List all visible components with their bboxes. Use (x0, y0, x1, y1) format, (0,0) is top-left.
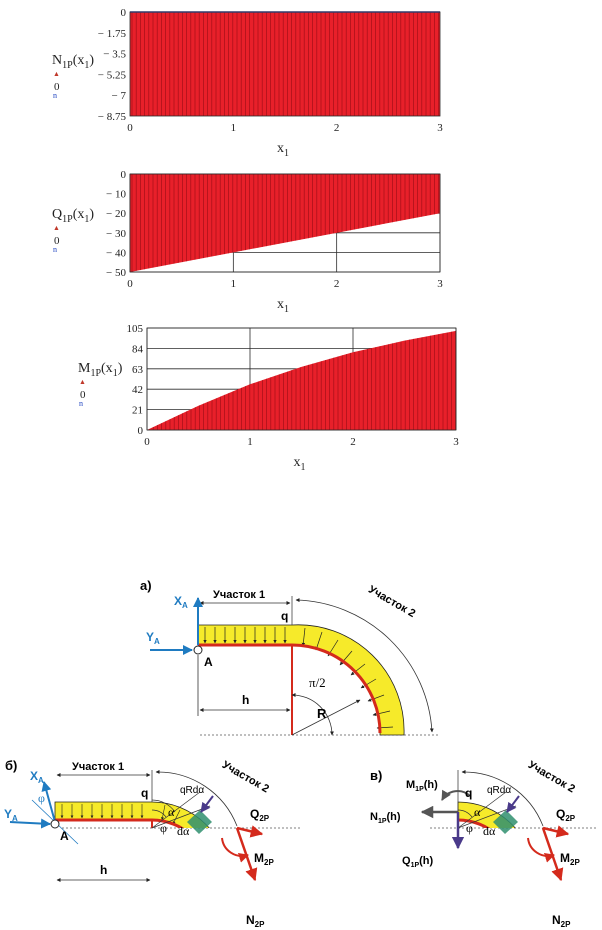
x-tick-label: 2 (350, 436, 356, 448)
diagram-b-m2p: $M_{2P}$ (254, 851, 274, 867)
diagram-v-q2p-arrow (543, 828, 568, 834)
diagram-v-q1p: $Q_{1P}(h)$ (402, 855, 434, 869)
diagram-b-section2: Участок 2 (219, 758, 271, 796)
diagram-a-pin (194, 646, 202, 654)
y-tick-label: − 1.75 (97, 27, 126, 40)
y-axis-label: $Q_{1P}(x_1)$ (52, 207, 95, 225)
x-tick-label: 0 (144, 436, 150, 448)
diagram-b-q2p-arrow (237, 828, 262, 834)
y-tick-label: 0 (137, 425, 143, 437)
y-tick-label: − 50 (106, 267, 126, 279)
chart-area-fill (130, 12, 440, 116)
diagram-a-label: а) (140, 578, 152, 593)
diagram-a-section2: Участок 2 (366, 583, 418, 620)
diagram-b-phi: φ (160, 821, 167, 835)
x-tick-label: 1 (230, 278, 237, 290)
y-label-marker-1: ▲ (53, 224, 60, 232)
x-tick-label: 1 (230, 122, 237, 134)
y-tick-label: − 3.5 (103, 48, 126, 61)
chart-q1p (52, 169, 443, 315)
x-axis-label: $x_1$ (277, 297, 289, 315)
y-tick-label: − 40 (106, 247, 126, 260)
x-axis-label: $x_1$ (293, 455, 306, 473)
diagram-b-phi-top: φ (38, 791, 45, 805)
diagram-a-load-band (198, 625, 404, 735)
y-label-marker-1: ▲ (79, 378, 86, 386)
diagram-v-q2p: $Q_{2P}$ (556, 807, 576, 823)
diagram-v-m2p: $M_{2P}$ (560, 851, 580, 867)
chart-n1p (52, 7, 443, 159)
x-tick-label: 3 (437, 278, 443, 290)
y-label-marker-2: 0 (80, 389, 86, 401)
diagram-b-h: h (100, 863, 108, 877)
y-tick-label: − 7 (111, 90, 126, 103)
y-tick-label: − 10 (106, 188, 126, 201)
diagram-a-ya: $Y_A$ (146, 630, 160, 646)
diagram-v-section2: Участок 2 (525, 758, 577, 796)
diagram-b-pin (51, 820, 59, 828)
diagram-b-label: б) (5, 758, 18, 773)
diagram-b-dalpha: dα (177, 824, 190, 838)
y-tick-label: 105 (126, 323, 143, 335)
diagram-v-n2p: $N_{2P}$ (552, 913, 571, 929)
y-tick-label: 0 (120, 7, 126, 19)
y-tick-label: − 20 (106, 208, 126, 221)
x-tick-label: 0 (127, 278, 133, 290)
y-axis-label: $N_{1P}(x_1)$ (52, 53, 95, 71)
y-label-marker-2: 0 (54, 235, 60, 247)
diagram-v-qrda-arrow (507, 796, 519, 812)
diagram-a-xa: $X_A$ (174, 594, 188, 610)
diagram-a (140, 578, 440, 735)
y-label-marker-3: n (53, 91, 57, 100)
y-tick-label: 21 (132, 404, 143, 417)
diagram-b-q: q (141, 786, 149, 800)
diagram-v-phi: φ (466, 821, 473, 835)
y-tick-label: − 30 (106, 227, 126, 240)
diagram-b-a: A (60, 829, 69, 843)
diagram-v-qrda: qRdα (487, 785, 512, 796)
diagram-b-qrda-arrow (201, 796, 213, 812)
diagram-a-h: h (242, 693, 250, 707)
diagram-v-dalpha: dα (483, 824, 496, 838)
diagram-a-section1: Участок 1 (213, 589, 266, 601)
y-axis-label: $M_{1P}(x_1)$ (78, 361, 123, 379)
x-tick-label: 3 (437, 122, 443, 134)
diagram-v-alpha: α (474, 805, 481, 819)
diagram-b-xa: $X_A$ (30, 769, 44, 785)
diagram-b-xa-arrow (44, 782, 55, 822)
diagram-b-qrda: qRdα (180, 785, 205, 796)
chart-m1p (78, 323, 459, 473)
x-tick-label: 0 (127, 122, 133, 134)
diagram-v-label: в) (370, 768, 383, 783)
y-tick-label: 0 (120, 169, 126, 181)
y-label-marker-3: n (53, 245, 57, 254)
x-tick-label: 2 (333, 122, 340, 134)
diagram-b-n2p: $N_{2P}$ (246, 913, 265, 929)
y-tick-label: − 8.75 (97, 111, 126, 123)
y-tick-label: 63 (132, 363, 143, 376)
y-label-marker-3: n (79, 399, 83, 408)
diagram-b-ya: $Y_A$ (4, 807, 18, 823)
diagram-v-n1p: $N_{1P}(h)$ (370, 811, 401, 825)
x-tick-label: 3 (453, 436, 459, 448)
x-axis-label: $x_1$ (277, 141, 289, 159)
diagram-b-n2p-arrow (237, 828, 255, 880)
diagram-a-q: q (281, 609, 289, 623)
diagram-b-alpha: α (168, 805, 175, 819)
diagram-v-m1p: $M_{1P}(h)$ (406, 779, 438, 793)
diagram-b (4, 758, 300, 929)
diagram-v (370, 759, 596, 929)
y-tick-label: 42 (132, 384, 143, 397)
chart-area-fill (130, 174, 440, 272)
diagram-a-r: R (317, 706, 327, 721)
x-tick-label: 1 (247, 436, 253, 448)
y-label-marker-2: 0 (54, 81, 60, 93)
y-label-marker-1: ▲ (53, 70, 60, 78)
diagram-b-section1: Участок 1 (72, 761, 125, 773)
diagram-b-q2p: $Q_{2P}$ (250, 807, 270, 823)
diagram-a-a: A (204, 655, 213, 669)
diagram-a-angle: π/2 (309, 675, 326, 690)
y-tick-label: − 5.25 (97, 69, 126, 82)
diagram-v-n2p-arrow (543, 828, 561, 880)
x-tick-label: 2 (333, 278, 340, 290)
y-tick-label: 84 (132, 343, 143, 356)
diagram-v-q: q (465, 786, 473, 800)
